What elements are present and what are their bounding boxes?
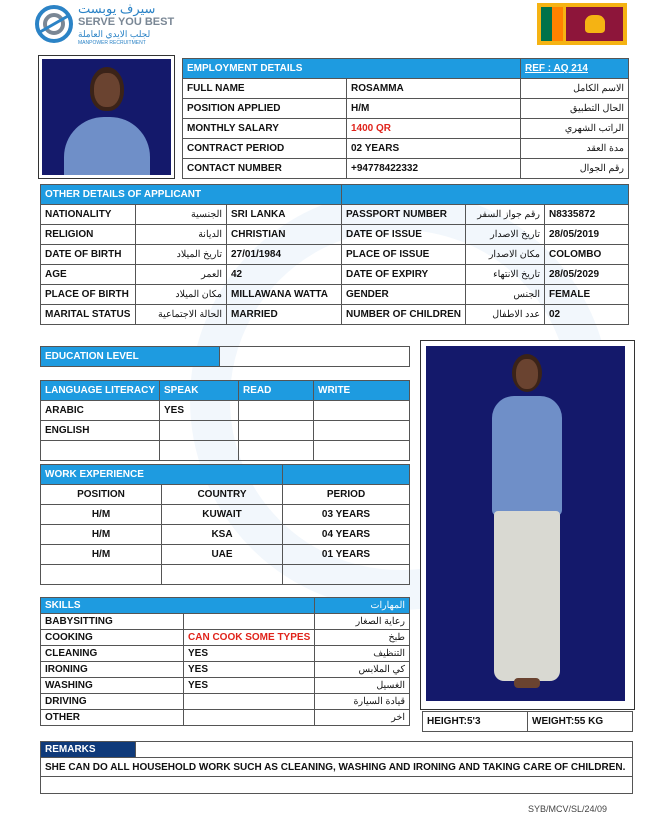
skill-value: [184, 694, 315, 710]
remarks-header-filler: [136, 742, 633, 758]
skill-value: [184, 614, 315, 630]
work-country: KUWAIT: [162, 505, 283, 525]
label-gender: GENDER: [342, 285, 466, 305]
language-speak: YES: [160, 401, 239, 421]
table-row: [41, 678, 410, 694]
sri-lanka-flag-icon: [537, 3, 627, 45]
label-date-of-birth: DATE OF BIRTH: [41, 245, 136, 265]
table-row: [41, 401, 410, 421]
education-value: [220, 347, 410, 367]
label-contact-number: CONTACT NUMBER: [183, 159, 347, 179]
portrait-frame: [38, 55, 175, 179]
work-col-country: COUNTRY: [162, 485, 283, 505]
value-date-of-birth: 27/01/1984: [227, 245, 342, 265]
table-row: [41, 421, 410, 441]
full-body-photo-frame: [420, 340, 635, 710]
employment-header: EMPLOYMENT DETAILS: [183, 59, 521, 79]
table-row: [41, 441, 410, 461]
table-row: [41, 285, 629, 305]
full-body-photo: [426, 346, 625, 701]
language-write: [314, 421, 410, 441]
table-row: [41, 646, 410, 662]
skills-header-ar: المهارات: [315, 598, 410, 614]
table-row: [41, 614, 410, 630]
value-gender: FEMALE: [545, 285, 629, 305]
label-monthly-salary-ar: الراتب الشهري: [521, 119, 629, 139]
label-position-applied: POSITION APPLIED: [183, 99, 347, 119]
label-nationality-ar: الجنسية: [136, 205, 227, 225]
value-position-applied: H/M: [347, 99, 521, 119]
table-row: [41, 265, 629, 285]
measurements-table: [422, 711, 633, 732]
work-experience-header-right: [283, 465, 410, 485]
work-period: [283, 565, 410, 585]
label-date-of-expiry-ar: تاريخ الانتهاء: [466, 265, 545, 285]
label-date-of-birth-ar: تاريخ الميلاد: [136, 245, 227, 265]
employment-details-table: [182, 58, 629, 179]
value-date-of-expiry: 28/05/2029: [545, 265, 629, 285]
work-position: H/M: [41, 545, 162, 565]
label-age-ar: العمر: [136, 265, 227, 285]
remarks-table: [40, 741, 633, 794]
table-row: [41, 545, 410, 565]
ref-number: REF : AQ 214: [521, 59, 629, 79]
skill-name-ar: التنظيف: [315, 646, 410, 662]
language-read: [239, 421, 314, 441]
value-contract-period: 02 YEARS: [347, 139, 521, 159]
skill-name: WASHING: [41, 678, 184, 694]
language-table: [40, 380, 410, 461]
label-place-of-birth-ar: مكان الميلاد: [136, 285, 227, 305]
work-country: KSA: [162, 525, 283, 545]
language-name: [41, 441, 160, 461]
label-place-of-issue-ar: مكان الاصدار: [466, 245, 545, 265]
value-place-of-birth: MILLAWANA WATTA: [227, 285, 342, 305]
document-code: SYB/MCV/SL/24/09: [528, 804, 608, 814]
table-row: [41, 525, 410, 545]
language-read: [239, 401, 314, 421]
label-full-name-ar: الاسم الكامل: [521, 79, 629, 99]
table-row: [41, 565, 410, 585]
work-col-position: POSITION: [41, 485, 162, 505]
speak-header: SPEAK: [160, 381, 239, 401]
label-position-applied-ar: الحال التطبيق: [521, 99, 629, 119]
work-col-period: PERIOD: [283, 485, 410, 505]
table-row: [41, 225, 629, 245]
height-value: HEIGHT:5'3: [423, 712, 528, 732]
table-row: [41, 662, 410, 678]
value-date-of-issue: 28/05/2019: [545, 225, 629, 245]
value-monthly-salary: 1400 QR: [347, 119, 521, 139]
skill-value: YES: [184, 646, 315, 662]
work-country: UAE: [162, 545, 283, 565]
work-period: 04 YEARS: [283, 525, 410, 545]
skill-name-ar: الغسيل: [315, 678, 410, 694]
value-full-name: ROSAMMA: [347, 79, 521, 99]
other-details-header-right: [342, 185, 629, 205]
work-position: [41, 565, 162, 585]
skill-name: DRIVING: [41, 694, 184, 710]
remarks-header: REMARKS: [41, 742, 136, 758]
skill-name: OTHER: [41, 710, 184, 726]
read-header: READ: [239, 381, 314, 401]
education-header: EDUCATION LEVEL: [41, 347, 220, 367]
brand-name-ar: سيرف يوبست: [78, 1, 156, 16]
label-gender-ar: الجنس: [466, 285, 545, 305]
other-details-header: OTHER DETAILS OF APPLICANT: [41, 185, 342, 205]
label-place-of-issue: PLACE OF ISSUE: [342, 245, 466, 265]
work-period: 01 YEARS: [283, 545, 410, 565]
work-country: [162, 565, 283, 585]
table-row: [41, 630, 410, 646]
remarks-blank-row: [41, 777, 633, 794]
language-speak: [160, 441, 239, 461]
brand-tag-ar: لجلب الايدي العاملة: [78, 29, 151, 39]
label-monthly-salary: MONTHLY SALARY: [183, 119, 347, 139]
brand-block: [78, 2, 198, 47]
skill-name: COOKING: [41, 630, 184, 646]
label-marital-status-ar: الحالة الاجتماعية: [136, 305, 227, 325]
label-age: AGE: [41, 265, 136, 285]
language-write: [314, 401, 410, 421]
label-nationality: NATIONALITY: [41, 205, 136, 225]
value-religion: CHRISTIAN: [227, 225, 342, 245]
skill-value: YES: [184, 678, 315, 694]
label-passport-number-ar: رقم جواز السفر: [466, 205, 545, 225]
skill-name-ar: طبخ: [315, 630, 410, 646]
value-number-of-children: 02: [545, 305, 629, 325]
label-full-name: FULL NAME: [183, 79, 347, 99]
skills-table: [40, 597, 410, 726]
label-religion-ar: الديانة: [136, 225, 227, 245]
skill-value: [184, 710, 315, 726]
label-date-of-issue: DATE OF ISSUE: [342, 225, 466, 245]
language-header: LANGUAGE LITERACY: [41, 381, 160, 401]
label-religion: RELIGION: [41, 225, 136, 245]
label-contract-period-ar: مدة العقد: [521, 139, 629, 159]
brand-tag: MANPOWER RECRUITMENT: [78, 40, 146, 46]
label-date-of-expiry: DATE OF EXPIRY: [342, 265, 466, 285]
value-nationality: SRI LANKA: [227, 205, 342, 225]
portrait-photo: [42, 59, 171, 175]
skill-name-ar: كي الملابس: [315, 662, 410, 678]
language-speak: [160, 421, 239, 441]
language-name: ARABIC: [41, 401, 160, 421]
label-contact-number-ar: رقم الجوال: [521, 159, 629, 179]
work-position: H/M: [41, 505, 162, 525]
table-row: [41, 245, 629, 265]
table-row: [41, 505, 410, 525]
write-header: WRITE: [314, 381, 410, 401]
language-write: [314, 441, 410, 461]
skill-value: YES: [184, 662, 315, 678]
label-number-of-children-ar: عدد الاطفال: [466, 305, 545, 325]
work-experience-header: WORK EXPERIENCE: [41, 465, 283, 485]
skill-name: BABYSITTING: [41, 614, 184, 630]
language-name: ENGLISH: [41, 421, 160, 441]
table-row: [41, 710, 410, 726]
label-marital-status: MARITAL STATUS: [41, 305, 136, 325]
remarks-text: SHE CAN DO ALL HOUSEHOLD WORK SUCH AS CLEANING, WASHING AND IRONING AND TAKING CARE OF CHILDREN.: [41, 758, 633, 777]
table-row: [41, 305, 629, 325]
education-table: [40, 346, 410, 367]
value-age: 42: [227, 265, 342, 285]
work-period: 03 YEARS: [283, 505, 410, 525]
skill-name-ar: اخر: [315, 710, 410, 726]
label-passport-number: PASSPORT NUMBER: [342, 205, 466, 225]
value-passport-number: N8335872: [545, 205, 629, 225]
skill-name: IRONING: [41, 662, 184, 678]
label-number-of-children: NUMBER OF CHILDREN: [342, 305, 466, 325]
value-marital-status: MARRIED: [227, 305, 342, 325]
weight-value: WEIGHT:55 KG: [528, 712, 633, 732]
other-details-table: [40, 184, 629, 325]
table-row: [41, 694, 410, 710]
skill-name-ar: قيادة السيارة: [315, 694, 410, 710]
skills-header: SKILLS: [41, 598, 315, 614]
value-contact-number: +94778422332: [347, 159, 521, 179]
brand-logo-icon: [34, 4, 74, 44]
label-place-of-birth: PLACE OF BIRTH: [41, 285, 136, 305]
language-read: [239, 441, 314, 461]
work-position: H/M: [41, 525, 162, 545]
label-contract-period: CONTRACT PERIOD: [183, 139, 347, 159]
skill-value: CAN COOK SOME TYPES: [184, 630, 315, 646]
skill-name: CLEANING: [41, 646, 184, 662]
work-experience-table: [40, 464, 410, 585]
label-date-of-issue-ar: تاريخ الاصدار: [466, 225, 545, 245]
table-row: [41, 205, 629, 225]
value-place-of-issue: COLOMBO: [545, 245, 629, 265]
skill-name-ar: رعاية الصغار: [315, 614, 410, 630]
brand-name: SERVE YOU BEST: [78, 16, 175, 28]
